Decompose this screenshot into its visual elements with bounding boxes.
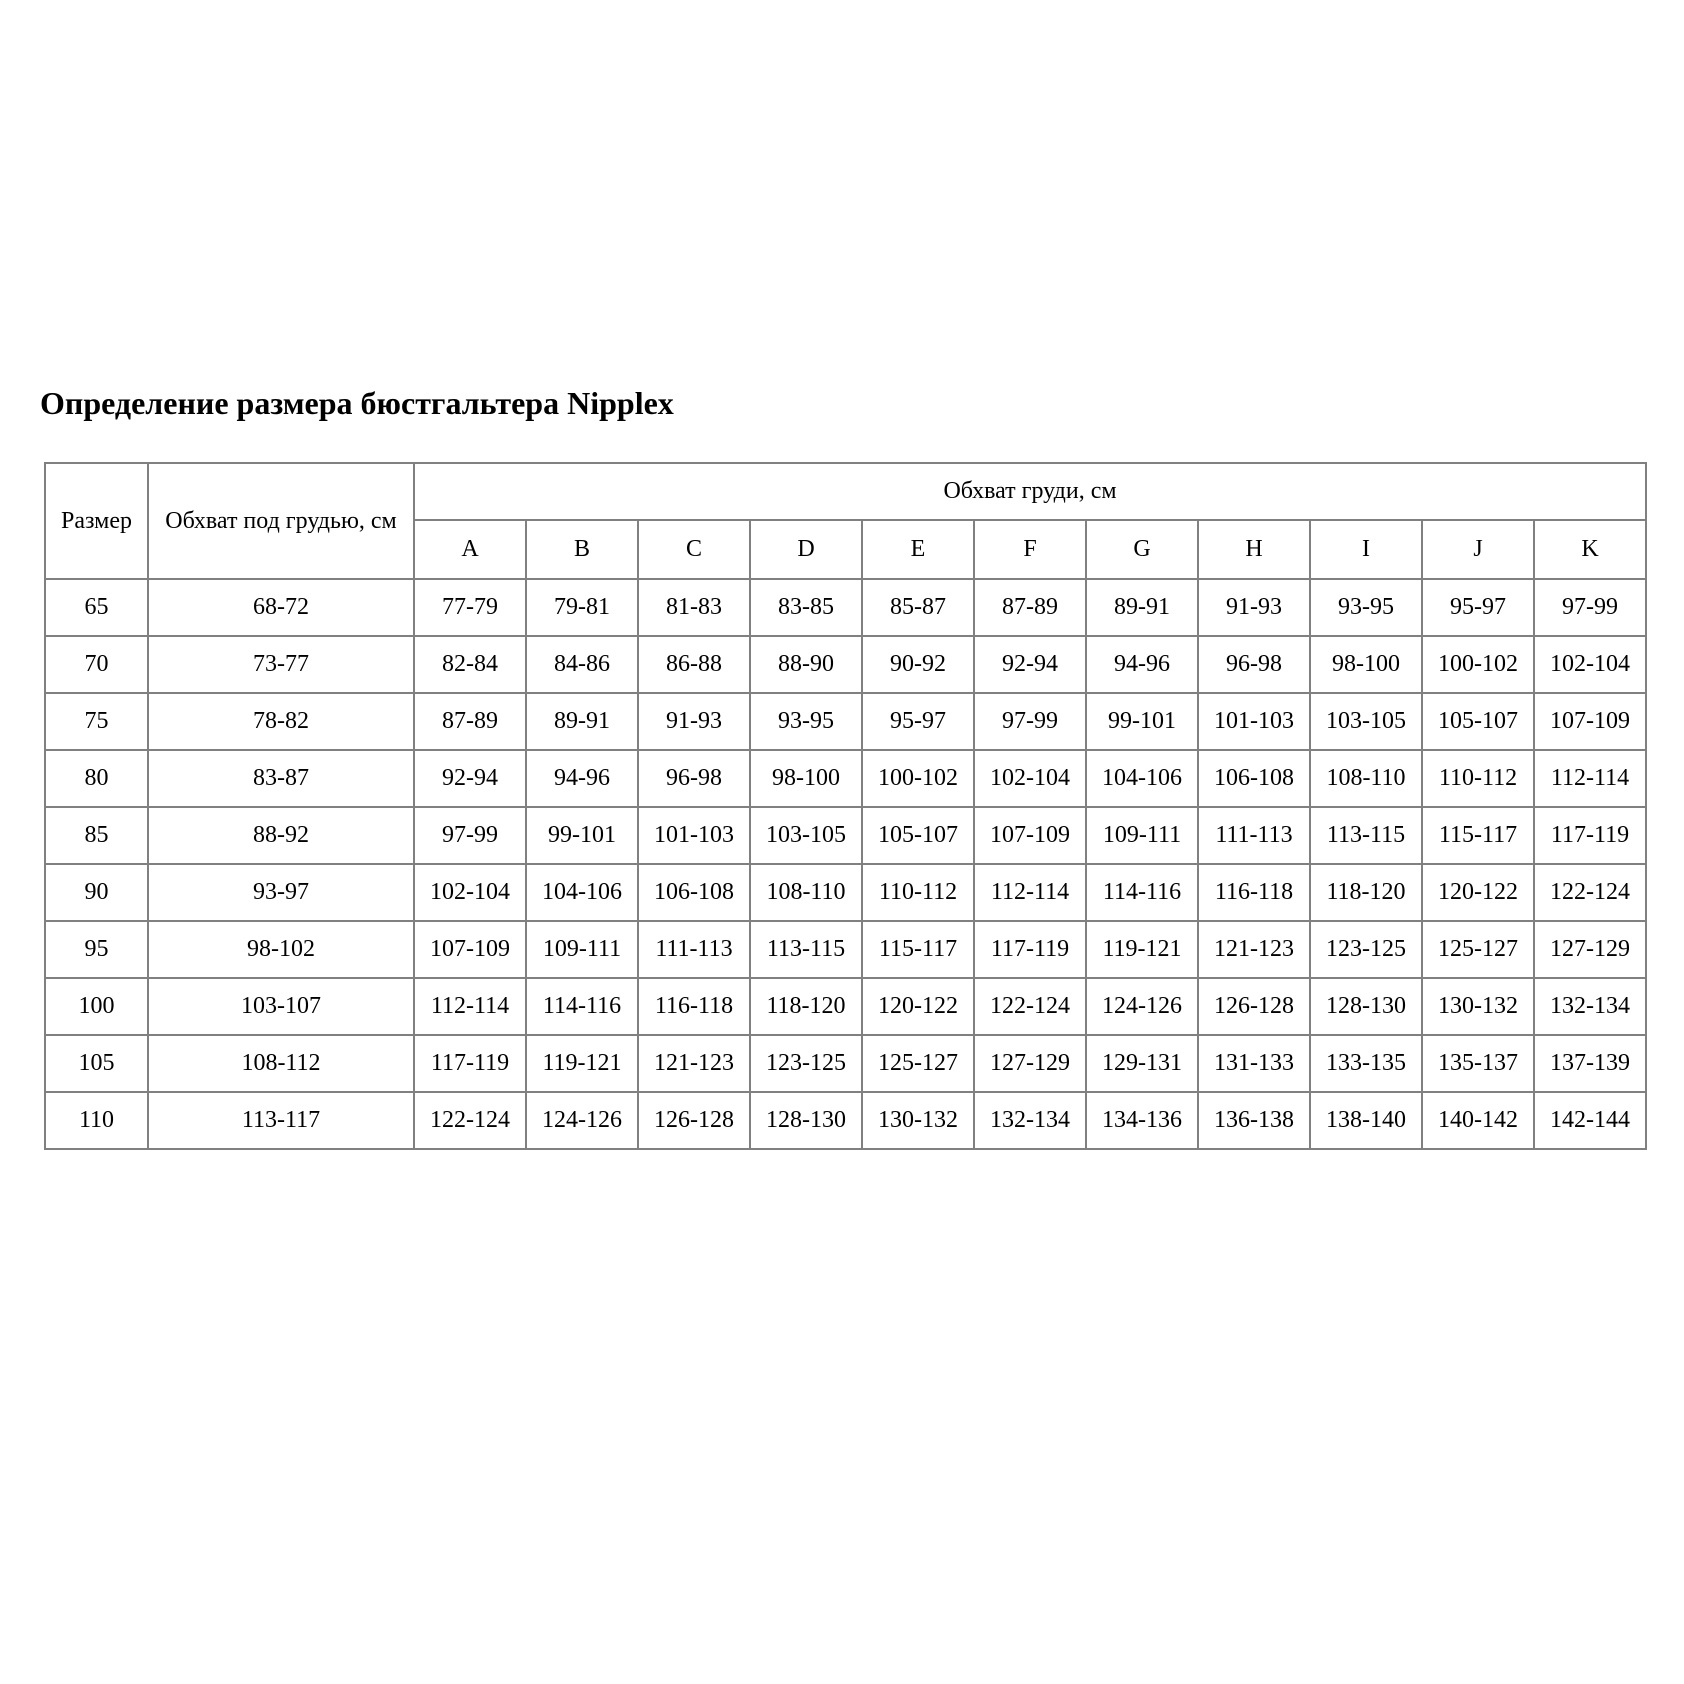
cell-cup-K: 132-134 bbox=[1534, 978, 1646, 1035]
cell-cup-D: 108-110 bbox=[750, 864, 862, 921]
cell-cup-A: 77-79 bbox=[414, 579, 526, 636]
table-row-size-90 bbox=[45, 864, 1646, 921]
cell-cup-K: 127-129 bbox=[1534, 921, 1646, 978]
cell-cup-B: 109-111 bbox=[526, 921, 638, 978]
cell-cup-F: 107-109 bbox=[974, 807, 1086, 864]
cell-cup-J: 105-107 bbox=[1422, 693, 1534, 750]
cell-size: 95 bbox=[45, 921, 148, 978]
cell-size: 85 bbox=[45, 807, 148, 864]
cell-underbust: 68-72 bbox=[148, 579, 414, 636]
cell-size: 75 bbox=[45, 693, 148, 750]
cell-cup-I: 108-110 bbox=[1310, 750, 1422, 807]
cell-size: 100 bbox=[45, 978, 148, 1035]
cell-cup-H: 126-128 bbox=[1198, 978, 1310, 1035]
column-header-cup-F: F bbox=[974, 520, 1086, 579]
bra-size-table bbox=[44, 462, 1647, 1150]
cell-cup-J: 100-102 bbox=[1422, 636, 1534, 693]
cell-cup-E: 130-132 bbox=[862, 1092, 974, 1149]
cell-cup-E: 115-117 bbox=[862, 921, 974, 978]
cell-underbust: 73-77 bbox=[148, 636, 414, 693]
cell-cup-F: 112-114 bbox=[974, 864, 1086, 921]
cell-cup-C: 106-108 bbox=[638, 864, 750, 921]
cell-cup-A: 107-109 bbox=[414, 921, 526, 978]
cell-cup-J: 95-97 bbox=[1422, 579, 1534, 636]
cell-cup-H: 106-108 bbox=[1198, 750, 1310, 807]
cell-cup-A: 82-84 bbox=[414, 636, 526, 693]
cell-cup-C: 126-128 bbox=[638, 1092, 750, 1149]
cell-size: 110 bbox=[45, 1092, 148, 1149]
column-header-cup-H: H bbox=[1198, 520, 1310, 579]
cell-cup-A: 117-119 bbox=[414, 1035, 526, 1092]
cell-cup-J: 140-142 bbox=[1422, 1092, 1534, 1149]
cell-cup-G: 124-126 bbox=[1086, 978, 1198, 1035]
cell-cup-I: 128-130 bbox=[1310, 978, 1422, 1035]
cell-cup-A: 87-89 bbox=[414, 693, 526, 750]
column-header-cup-G: G bbox=[1086, 520, 1198, 579]
table-row-size-85 bbox=[45, 807, 1646, 864]
cell-cup-H: 101-103 bbox=[1198, 693, 1310, 750]
cell-cup-A: 92-94 bbox=[414, 750, 526, 807]
cell-cup-F: 92-94 bbox=[974, 636, 1086, 693]
table-row-size-105 bbox=[45, 1035, 1646, 1092]
table-row-size-80 bbox=[45, 750, 1646, 807]
cell-cup-A: 97-99 bbox=[414, 807, 526, 864]
cell-cup-G: 104-106 bbox=[1086, 750, 1198, 807]
cell-cup-E: 85-87 bbox=[862, 579, 974, 636]
cell-cup-G: 109-111 bbox=[1086, 807, 1198, 864]
cell-underbust: 78-82 bbox=[148, 693, 414, 750]
cell-underbust: 98-102 bbox=[148, 921, 414, 978]
column-header-cup-K: K bbox=[1534, 520, 1646, 579]
column-header-cup-I: I bbox=[1310, 520, 1422, 579]
cell-cup-G: 89-91 bbox=[1086, 579, 1198, 636]
cell-cup-K: 107-109 bbox=[1534, 693, 1646, 750]
cell-cup-B: 119-121 bbox=[526, 1035, 638, 1092]
cell-cup-D: 113-115 bbox=[750, 921, 862, 978]
cell-cup-A: 102-104 bbox=[414, 864, 526, 921]
cell-cup-J: 130-132 bbox=[1422, 978, 1534, 1035]
cell-size: 70 bbox=[45, 636, 148, 693]
cell-underbust: 108-112 bbox=[148, 1035, 414, 1092]
cell-cup-E: 105-107 bbox=[862, 807, 974, 864]
cell-cup-F: 117-119 bbox=[974, 921, 1086, 978]
cell-cup-B: 114-116 bbox=[526, 978, 638, 1035]
cell-cup-H: 136-138 bbox=[1198, 1092, 1310, 1149]
cell-cup-F: 132-134 bbox=[974, 1092, 1086, 1149]
cell-cup-C: 116-118 bbox=[638, 978, 750, 1035]
cell-cup-G: 119-121 bbox=[1086, 921, 1198, 978]
cell-cup-J: 135-137 bbox=[1422, 1035, 1534, 1092]
column-header-cup-C: C bbox=[638, 520, 750, 579]
column-header-cup-D: D bbox=[750, 520, 862, 579]
cell-cup-I: 138-140 bbox=[1310, 1092, 1422, 1149]
cell-cup-B: 99-101 bbox=[526, 807, 638, 864]
cell-cup-E: 120-122 bbox=[862, 978, 974, 1035]
cell-cup-C: 96-98 bbox=[638, 750, 750, 807]
cell-size: 90 bbox=[45, 864, 148, 921]
table-row-size-75 bbox=[45, 693, 1646, 750]
cell-cup-J: 120-122 bbox=[1422, 864, 1534, 921]
cell-cup-K: 122-124 bbox=[1534, 864, 1646, 921]
column-header-cup-B: B bbox=[526, 520, 638, 579]
cell-cup-D: 88-90 bbox=[750, 636, 862, 693]
cell-cup-D: 118-120 bbox=[750, 978, 862, 1035]
cell-cup-C: 101-103 bbox=[638, 807, 750, 864]
cell-cup-D: 128-130 bbox=[750, 1092, 862, 1149]
cell-cup-D: 98-100 bbox=[750, 750, 862, 807]
cell-underbust: 88-92 bbox=[148, 807, 414, 864]
cell-cup-B: 84-86 bbox=[526, 636, 638, 693]
cell-cup-B: 94-96 bbox=[526, 750, 638, 807]
cell-cup-I: 133-135 bbox=[1310, 1035, 1422, 1092]
cell-cup-F: 127-129 bbox=[974, 1035, 1086, 1092]
cell-underbust: 93-97 bbox=[148, 864, 414, 921]
cell-cup-E: 110-112 bbox=[862, 864, 974, 921]
cell-cup-E: 125-127 bbox=[862, 1035, 974, 1092]
table-row-size-95 bbox=[45, 921, 1646, 978]
cell-cup-E: 100-102 bbox=[862, 750, 974, 807]
cell-size: 105 bbox=[45, 1035, 148, 1092]
cell-cup-H: 91-93 bbox=[1198, 579, 1310, 636]
cell-cup-B: 124-126 bbox=[526, 1092, 638, 1149]
cell-cup-G: 94-96 bbox=[1086, 636, 1198, 693]
cell-cup-I: 118-120 bbox=[1310, 864, 1422, 921]
cell-cup-F: 97-99 bbox=[974, 693, 1086, 750]
page-title: Определение размера бюстгальтера Nipplex bbox=[40, 385, 674, 421]
size-rows bbox=[45, 579, 1646, 1149]
column-header-underbust: Обхват под грудью, см bbox=[148, 463, 414, 579]
table-row-size-70 bbox=[45, 636, 1646, 693]
cell-cup-J: 115-117 bbox=[1422, 807, 1534, 864]
cell-cup-J: 125-127 bbox=[1422, 921, 1534, 978]
cell-cup-D: 83-85 bbox=[750, 579, 862, 636]
cell-cup-K: 117-119 bbox=[1534, 807, 1646, 864]
cell-cup-I: 98-100 bbox=[1310, 636, 1422, 693]
cell-cup-G: 129-131 bbox=[1086, 1035, 1198, 1092]
column-header-cup-A: A bbox=[414, 520, 526, 579]
cell-cup-I: 123-125 bbox=[1310, 921, 1422, 978]
cell-cup-K: 142-144 bbox=[1534, 1092, 1646, 1149]
cell-cup-A: 122-124 bbox=[414, 1092, 526, 1149]
cell-cup-K: 112-114 bbox=[1534, 750, 1646, 807]
cell-cup-I: 113-115 bbox=[1310, 807, 1422, 864]
column-header-cup-E: E bbox=[862, 520, 974, 579]
cell-cup-F: 122-124 bbox=[974, 978, 1086, 1035]
table-row-size-110 bbox=[45, 1092, 1646, 1149]
cell-cup-B: 89-91 bbox=[526, 693, 638, 750]
cell-cup-A: 112-114 bbox=[414, 978, 526, 1035]
cell-cup-F: 87-89 bbox=[974, 579, 1086, 636]
column-header-size: Размер bbox=[45, 463, 148, 579]
cell-cup-D: 103-105 bbox=[750, 807, 862, 864]
cell-cup-H: 111-113 bbox=[1198, 807, 1310, 864]
cell-cup-B: 104-106 bbox=[526, 864, 638, 921]
cell-cup-C: 81-83 bbox=[638, 579, 750, 636]
cell-cup-D: 93-95 bbox=[750, 693, 862, 750]
cell-cup-F: 102-104 bbox=[974, 750, 1086, 807]
column-header-bust-span: Обхват груди, см bbox=[414, 463, 1646, 520]
cell-cup-K: 102-104 bbox=[1534, 636, 1646, 693]
cell-cup-D: 123-125 bbox=[750, 1035, 862, 1092]
cell-cup-B: 79-81 bbox=[526, 579, 638, 636]
cell-size: 80 bbox=[45, 750, 148, 807]
cell-cup-K: 137-139 bbox=[1534, 1035, 1646, 1092]
cell-cup-I: 93-95 bbox=[1310, 579, 1422, 636]
cell-cup-H: 116-118 bbox=[1198, 864, 1310, 921]
table-row-size-100 bbox=[45, 978, 1646, 1035]
cell-cup-H: 121-123 bbox=[1198, 921, 1310, 978]
column-header-cup-J: J bbox=[1422, 520, 1534, 579]
cell-cup-C: 86-88 bbox=[638, 636, 750, 693]
cell-cup-I: 103-105 bbox=[1310, 693, 1422, 750]
cell-cup-H: 96-98 bbox=[1198, 636, 1310, 693]
cell-underbust: 113-117 bbox=[148, 1092, 414, 1149]
cell-cup-C: 91-93 bbox=[638, 693, 750, 750]
cell-cup-C: 111-113 bbox=[638, 921, 750, 978]
cell-cup-J: 110-112 bbox=[1422, 750, 1534, 807]
cell-cup-G: 99-101 bbox=[1086, 693, 1198, 750]
cell-cup-E: 95-97 bbox=[862, 693, 974, 750]
cell-cup-G: 134-136 bbox=[1086, 1092, 1198, 1149]
table-row-size-65 bbox=[45, 579, 1646, 636]
cell-size: 65 bbox=[45, 579, 148, 636]
cell-cup-G: 114-116 bbox=[1086, 864, 1198, 921]
cell-cup-E: 90-92 bbox=[862, 636, 974, 693]
cell-underbust: 83-87 bbox=[148, 750, 414, 807]
cell-cup-H: 131-133 bbox=[1198, 1035, 1310, 1092]
cell-cup-K: 97-99 bbox=[1534, 579, 1646, 636]
cell-underbust: 103-107 bbox=[148, 978, 414, 1035]
cell-cup-C: 121-123 bbox=[638, 1035, 750, 1092]
